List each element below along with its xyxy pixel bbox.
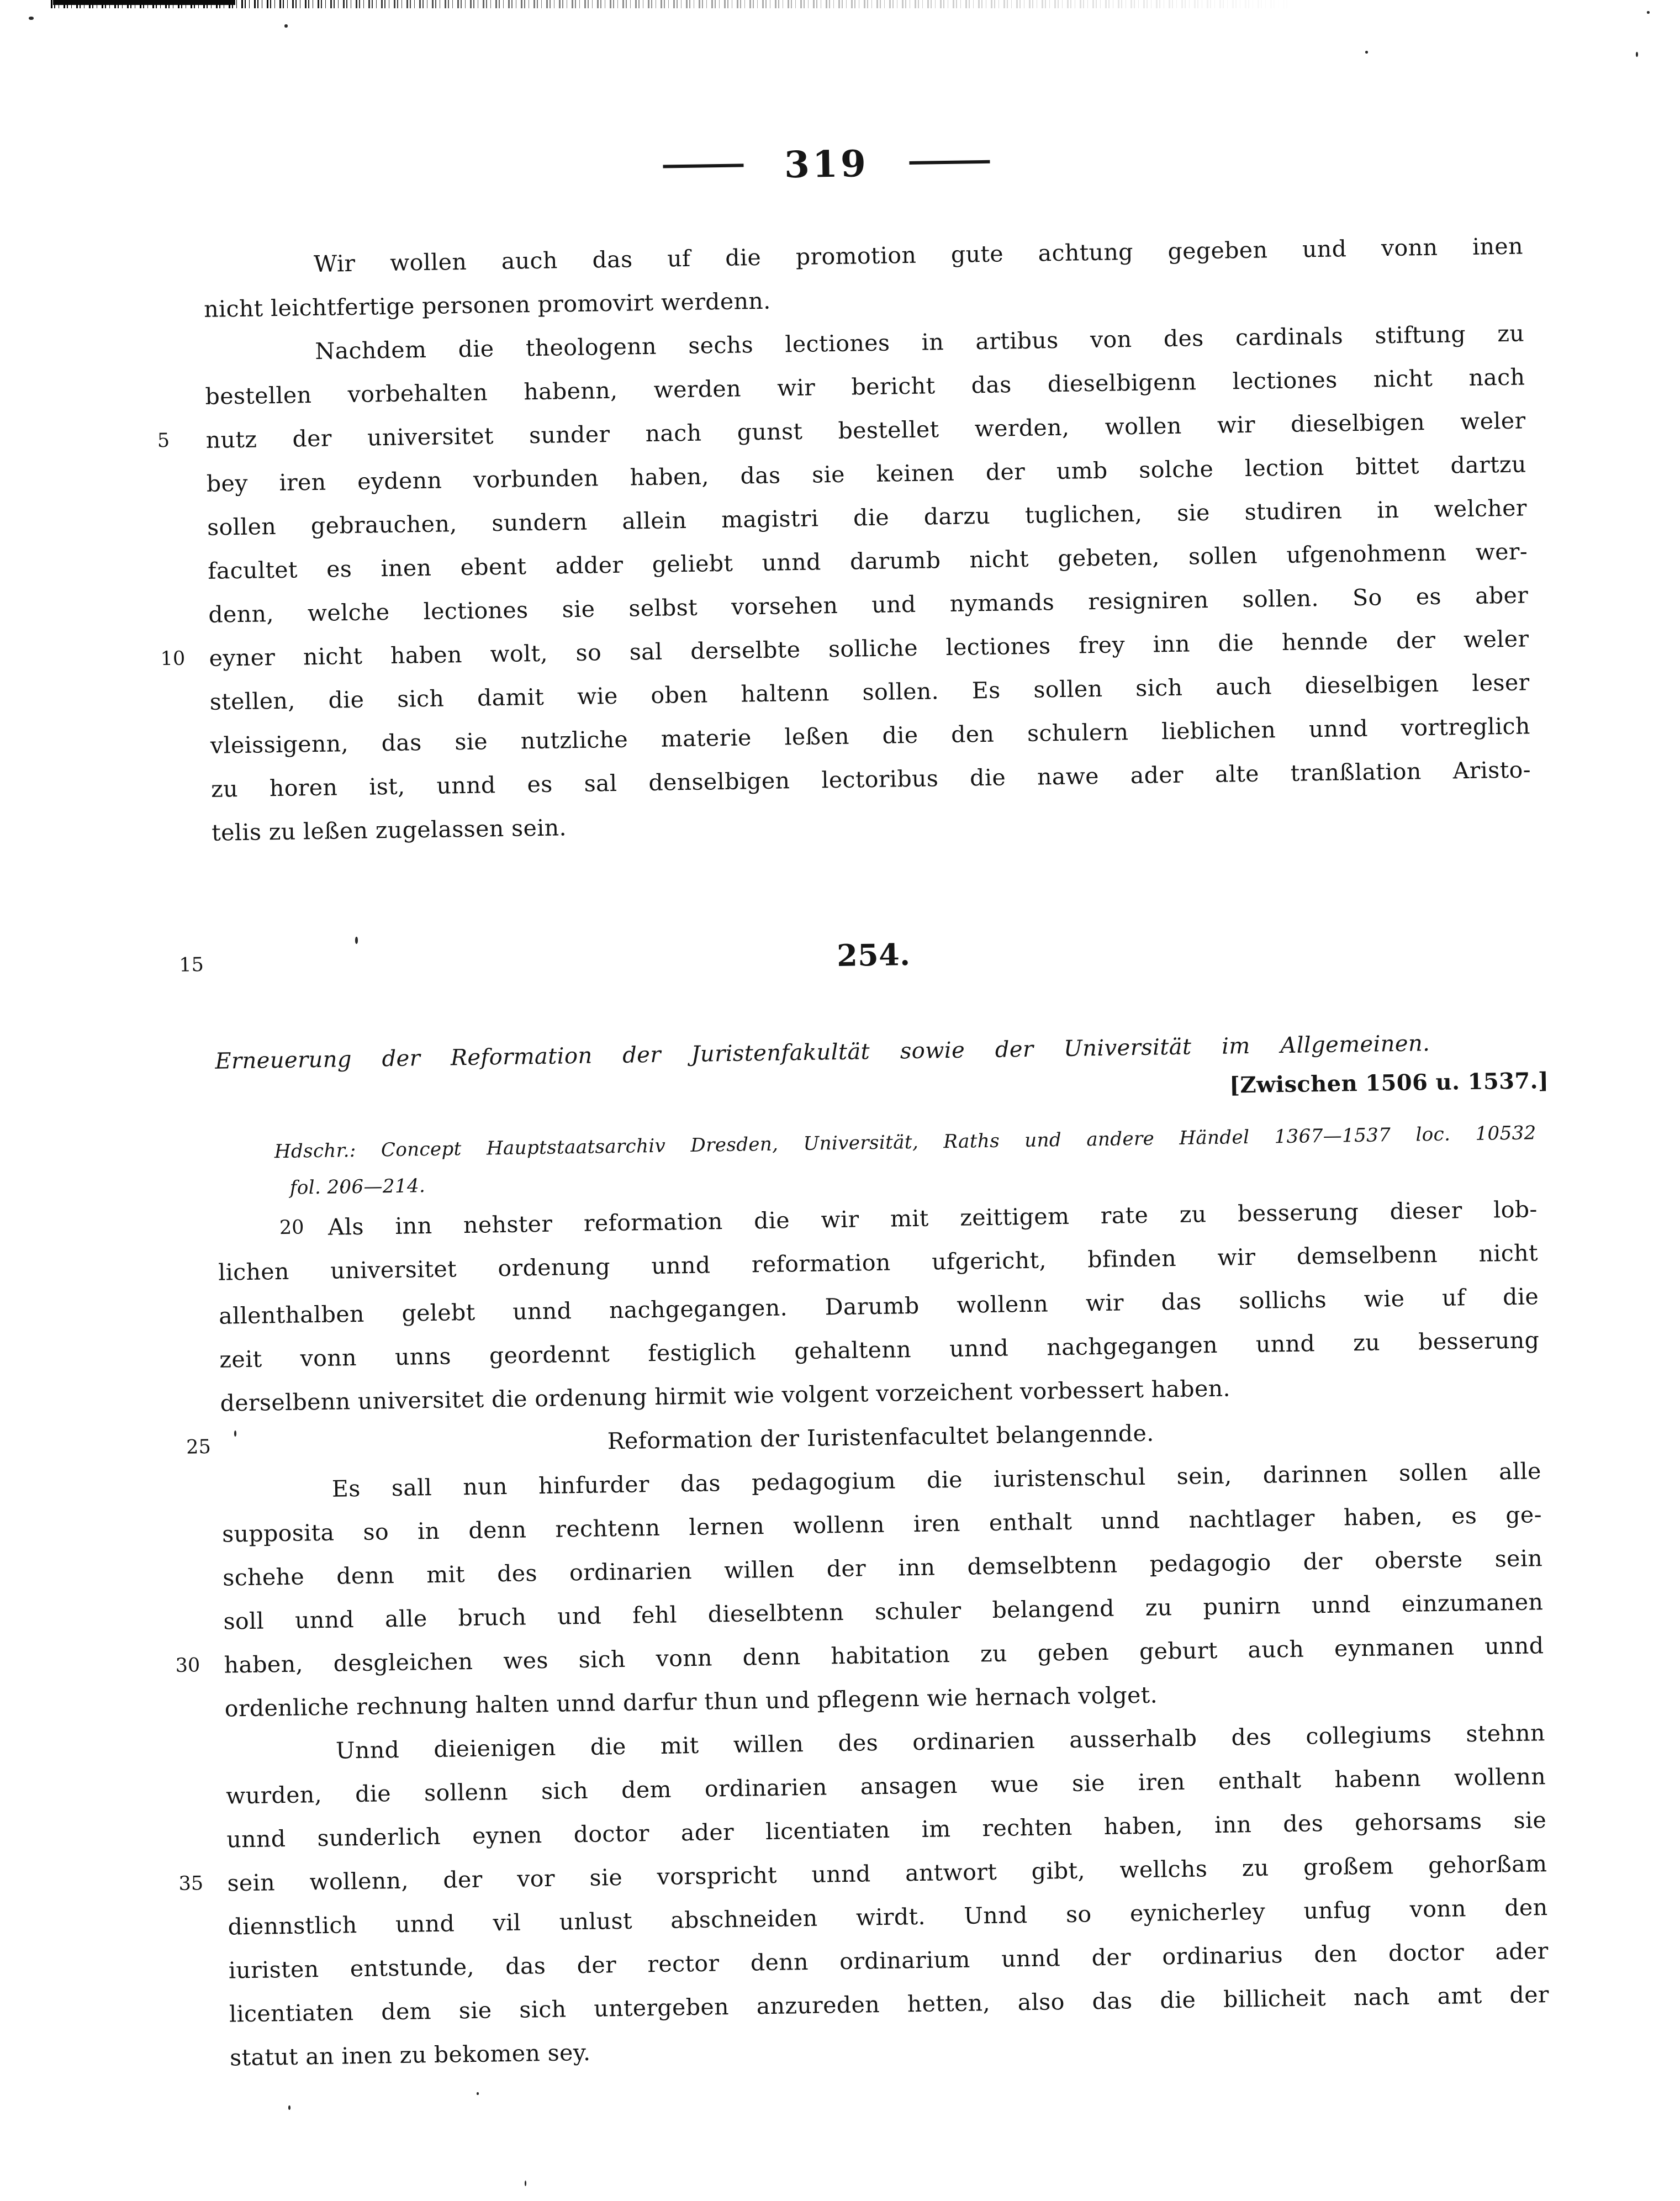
line-text: Wir wollen auch das uf die promotion gute achtung gegeben und vonn inen bbox=[313, 233, 1524, 277]
header-rule-left bbox=[663, 163, 743, 168]
section-number-text: 254. bbox=[836, 937, 911, 974]
line-text: eyner nicht haben wolt, so sal derselbte solliche lectiones frey inn die hennde der weler bbox=[209, 625, 1529, 672]
line-text: zu horen ist, unnd es sal denselbigen lectoribus die nawe ader alte tranßlation Aristo- bbox=[210, 756, 1531, 803]
line-text: Als inn nehster reformation die wir mit zeittigem rate zu besserung dieser lob- bbox=[327, 1196, 1538, 1241]
line-text: diennstlich unnd vil unlust abschneiden wirdt. Unnd so eynicherley unfug vonn den bbox=[228, 1894, 1548, 1940]
line-text: Nachdem die theologenn sechs lectiones in artibus von des cardinals stiftung zu bbox=[315, 320, 1525, 365]
document-title-text: Erneuerung der Reformation der Juristenfakultät sowie der Universität im Allgemeinen. bbox=[215, 1031, 1430, 1074]
line-text: licentiaten dem sie sich untergeben anzureden hetten, also das die billicheit nach amt der bbox=[229, 1981, 1550, 2028]
line-text: Es sall nun hinfurder das pedagogium die iuristenschul sein, darinnen sollen alle bbox=[331, 1458, 1542, 1502]
header-rule-right bbox=[910, 160, 990, 165]
page-header bbox=[0, 133, 1667, 196]
section-number bbox=[179, 923, 1534, 986]
margin-line-number: 30 bbox=[175, 1654, 200, 1677]
margin-line-number: 25 bbox=[186, 1435, 212, 1459]
margin-line-number: 15 bbox=[179, 954, 204, 977]
line-text: statut an inen zu bekomen sey. bbox=[229, 2039, 591, 2071]
line-text: iuristen entstunde, das der rector denn ordinarium unnd der ordinarius den doctor ader bbox=[228, 1938, 1549, 1984]
line-text: stellen, die sich damit wie oben haltenn sollen. Es sollen sich auch dieselbigen leser bbox=[209, 669, 1530, 715]
line-text: ordenliche rechnung halten unnd darfur thun und pflegenn wie hernach volget. bbox=[224, 1681, 1158, 1722]
line-text: haben, desgleichen wes sich vonn denn habitation zu geben geburt auch eynmanen unnd bbox=[224, 1632, 1544, 1679]
paragraph bbox=[157, 312, 1532, 854]
line-text: telis zu leßen zugelassen sein. bbox=[211, 814, 567, 846]
page-number: 319 bbox=[784, 142, 869, 187]
line-text: nutz der universitet sunder nach gunst bestellet werden, wollen wir dieselbigen weler bbox=[205, 407, 1526, 453]
paragraph bbox=[217, 1187, 1540, 1425]
line-text: Unnd dieienigen die mit willen des ordinarien ausserhalb des collegiums stehnn bbox=[335, 1719, 1546, 1764]
line-text: vleissigenn, das sie nutzliche materie leßen die den schulern lieblichen unnd vortreglich bbox=[210, 712, 1531, 759]
line-text: sollen gebrauchen, sundern allein magistri die darzu tuglichen, sie studiren in welcher bbox=[207, 494, 1528, 541]
section-subheading-text: Reformation der Iuristenfacultet belangennde. bbox=[607, 1419, 1154, 1455]
line-text: supposita so in denn rechtenn lernen wollenn iren enthalt unnd nachtlager haben, es ge- bbox=[221, 1501, 1542, 1548]
line-text: bey iren eydenn vorbunden haben, das sie keinen der umb solche lection bittet dartzu bbox=[206, 451, 1527, 497]
line-text: lichen universitet ordenung unnd reformation ufgericht, bfinden wir demselbenn nicht bbox=[218, 1239, 1539, 1286]
scan-noise-edge bbox=[53, 0, 235, 5]
line-text: wurden, die sollenn sich dem ordinarien ansagen wue sie iren enthalt habenn wollenn bbox=[225, 1763, 1546, 1809]
line-text: schehe denn mit des ordinarien willen der inn demselbtenn pedagogio der oberste sein bbox=[222, 1545, 1543, 1591]
line-text: bestellen vorbehalten habenn, werden wir bericht das dieselbigenn lectiones nicht nach bbox=[205, 363, 1525, 410]
margin-line-number: 20 bbox=[279, 1216, 304, 1239]
line-text: unnd sunderlich eynen doctor ader licentiaten im rechten haben, inn des gehorsams sie bbox=[226, 1807, 1547, 1853]
line-text: sein wollenn, der vor sie vorspricht unnd antwort gibt, wellchs zu großem gehorßam bbox=[227, 1850, 1547, 1897]
paragraph bbox=[175, 1449, 1545, 1730]
document-body bbox=[157, 224, 1550, 2079]
margin-line-number: 10 bbox=[160, 647, 186, 671]
line-text: denn, welche lectiones sie selbst vorsehen und nymands resigniren sollen. So es aber bbox=[208, 582, 1529, 628]
document-date-text: [Zwischen 1506 u. 1537.] bbox=[1229, 1067, 1549, 1099]
margin-line-number: 5 bbox=[157, 429, 170, 452]
margin-line-number: 35 bbox=[178, 1872, 204, 1895]
line-text: allenthalben gelebt unnd nachgegangen. Darumb wollenn wir das sollichs wie uf die bbox=[218, 1283, 1539, 1329]
line-text: soll unnd alle bruch und fehl dieselbtenn schuler belangend zu punirn unnd einzumanen bbox=[223, 1588, 1544, 1635]
line-text: zeit vonn unns geordennt festiglich gehaltenn unnd nachgegangen unnd zu besserung bbox=[219, 1327, 1540, 1373]
line-text: derselbenn universitet die ordenung hirmit wie volgent vorzeichent vorbessert haben. bbox=[220, 1375, 1231, 1417]
line-text: nicht leichtfertige personen promovirt werdenn. bbox=[203, 287, 771, 323]
paragraph bbox=[178, 1711, 1550, 2079]
line-text: Hdschr.: Concept Hauptstaatsarchiv Dresden, Universität, Raths und andere Händel 1367—1537 loc. 10532 bbox=[274, 1122, 1536, 1163]
line-text: fol. 206—214. bbox=[289, 1175, 426, 1199]
line-text: facultet es inen ebent adder geliebt unnd darumb nicht gebeten, sollen ufgenohmenn wer- bbox=[207, 538, 1528, 584]
